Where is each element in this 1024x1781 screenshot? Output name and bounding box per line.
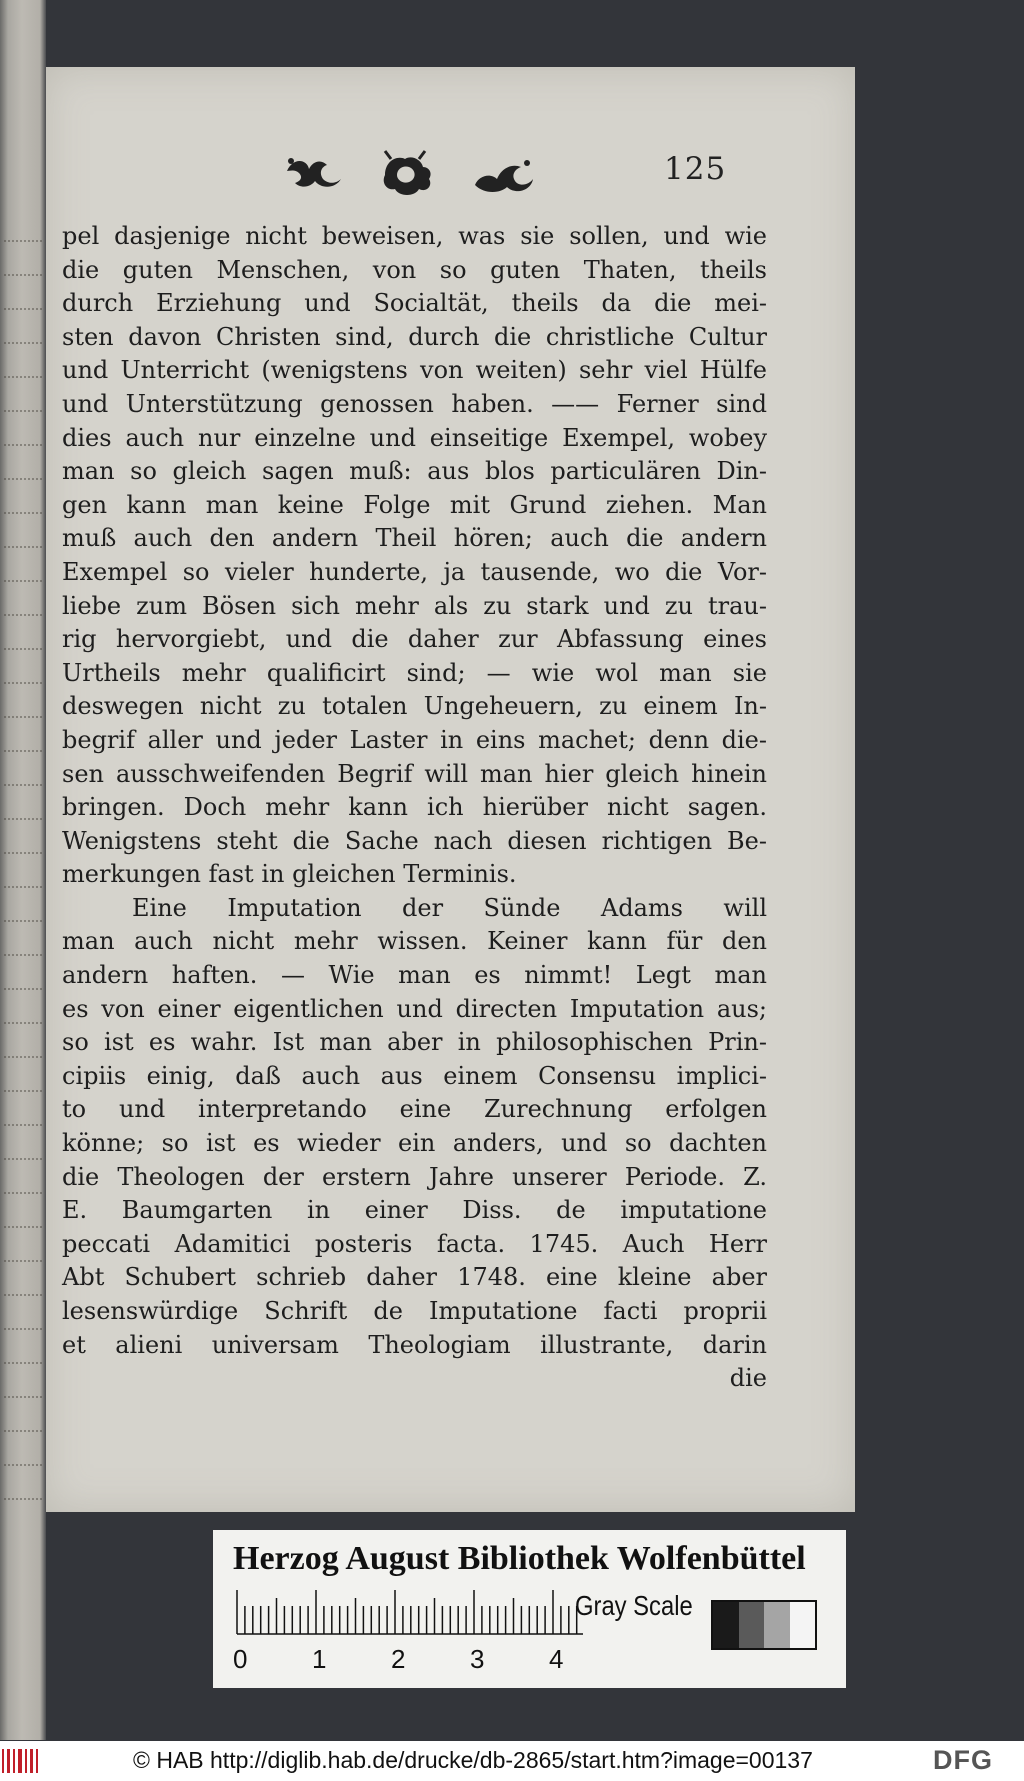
text-line: begrif aller und jeder Laster in eins machet; denn die- [62,725,767,754]
source-link[interactable]: © HAB http://diglib.hab.de/drucke/db-2865/start.htm?image=00137 [133,1747,813,1773]
text-line: Eine Imputation der Sünde Adams will [132,893,767,922]
text-line: so ist es wahr. Ist man aber in philosophischen Prin- [62,1028,767,1057]
bleed-through-mark [4,784,42,796]
adjacent-page-edge [0,0,46,1740]
text-line: cipiis einig, daß auch aus einem Consensu implici- [62,1061,767,1090]
bleed-through-mark [4,648,42,660]
bleed-through-mark [4,580,42,592]
bleed-through-mark [4,682,42,694]
text-line: liebe zum Bösen sich mehr als zu stark und zu trau- [62,591,767,620]
text-line: Exempel so vieler hunderte, ja tausende, wo die Vor- [62,557,767,586]
bleed-through-mark [4,1124,42,1136]
library-color-card [213,1530,846,1688]
bleed-through-mark [4,750,42,762]
bleed-through-mark [4,1226,42,1238]
bleed-through-mark [4,1158,42,1170]
text-line: muß auch den andern Theil hören; auch die andern [62,524,767,553]
bleed-through-mark [4,546,42,558]
text-line: sten davon Christen sind, durch die christliche Cultur [62,322,767,351]
bleed-through-mark [4,376,42,388]
bleed-through-mark [4,954,42,966]
text-line: et alieni universam Theologiam illustrante, darin [62,1330,767,1359]
bleed-through-mark [4,1464,42,1476]
bleed-through-mark [4,852,42,864]
gray-patch [739,1602,765,1648]
bleed-through-mark [4,716,42,728]
text-line: E. Baumgarten in einer Diss. de imputatione [62,1196,767,1225]
text-line: andern haften. — Wie man es nimmt! Legt man [62,961,767,990]
bleed-through-mark [4,988,42,1000]
ruler-label-0: 0 [233,1644,248,1674]
bleed-through-mark [4,818,42,830]
text-line: dies auch nur einzelne und einseitige Exempel, wobey [62,423,767,452]
text-line: Urtheils mehr qualificirt sind; — wie wol man sie [62,658,767,687]
bleed-through-mark [4,1396,42,1408]
text-line: merkungen fast in gleichen Terminis. [62,860,517,889]
text-line: deswegen nicht zu totalen Ungeheuern, zu einem In- [62,692,767,721]
text-line: peccati Adamitici posteris facta. 1745. Auch Herr [62,1229,767,1258]
dfg-logo: DFG [933,1745,993,1775]
page-header-ornament [279,145,539,205]
gray-scale-label: Gray Scale [575,1590,693,1621]
text-line: Wenigstens steht die Sache nach diesen richtigen Be- [62,826,767,855]
bleed-through-mark [4,1056,42,1068]
gray-patch [764,1602,790,1648]
text-line: bringen. Doch mehr kann ich hierüber nicht sagen. [62,793,767,822]
bleed-through-mark [4,1430,42,1442]
bleed-through-mark [4,274,42,286]
bleed-through-mark [4,1498,42,1510]
bleed-through-mark [4,240,42,252]
bleed-through-mark [4,308,42,320]
bleed-through-mark [4,1022,42,1034]
book-page [46,67,855,1512]
text-line: die guten Menschen, von so guten Thaten, theils [62,255,767,284]
bleed-through-mark [4,1192,42,1204]
text-line: man so gleich sagen muß: aus blos particulären Din- [62,457,767,486]
gray-patch [790,1602,816,1648]
text-line: durch Erziehung und Socialtät, theils da die mei- [62,289,767,318]
text-line: die Theologen der erstern Jahre unserer Periode. Z. [62,1162,767,1191]
library-name: Herzog August Bibliothek Wolfenbüttel [233,1540,806,1577]
ruler-label-2: 2 [391,1644,406,1674]
text-line: gen kann man keine Folge mit Grund ziehen. Man [62,490,767,519]
text-line: und Unterricht (wenigstens von weiten) sehr viel Hülfe [62,356,767,385]
text-line: pel dasjenige nicht beweisen, was sie sollen, und wie [62,222,767,250]
bleed-through-mark [4,1328,42,1340]
bleed-through-mark [4,614,42,626]
bleed-through-mark [4,1090,42,1102]
gray-patch [713,1602,739,1648]
text-line: to und interpretando eine Zurechnung erfolgen [62,1095,767,1124]
bleed-through-mark [4,342,42,354]
bleed-through-mark [4,886,42,898]
text-line: es von einer eigentlichen und directen Imputation aus; [62,994,767,1023]
bleed-through-mark [4,1362,42,1374]
bleed-through-mark [4,512,42,524]
text-line: lesenswürdige Schrift de Imputatione facti proprii [62,1297,767,1325]
bleed-through-mark [4,478,42,490]
bleed-through-mark [4,410,42,422]
text-line: sen ausschweifenden Begrif will man hier gleich hinein [62,759,767,788]
bleed-through-mark [4,1260,42,1272]
ruler-label-1: 1 [312,1644,327,1674]
viewer-footer [0,1741,1024,1781]
text-line: man auch nicht mehr wissen. Keiner kann für den [62,927,767,956]
gray-scale-patches [711,1600,817,1650]
bleed-through-mark [4,444,42,456]
text-line: rig hervorgiebt, und die daher zur Abfassung eines [62,625,767,654]
ruler-label-3: 3 [470,1644,485,1674]
bleed-through-mark [4,1294,42,1306]
text-line: und Unterstützung genossen haben. —— Ferner sind [62,389,767,418]
barcode-icon [0,1747,42,1775]
scale-ruler [233,1588,583,1636]
page-number: 125 [664,151,727,187]
bleed-through-mark [4,920,42,932]
catchword: die [729,1364,767,1393]
text-line: könne; so ist es wieder ein anders, und so dachten [62,1129,767,1158]
ruler-label-4: 4 [549,1644,564,1674]
body-text [62,220,767,1396]
text-line: Abt Schubert schrieb daher 1748. eine kleine aber [62,1263,767,1292]
